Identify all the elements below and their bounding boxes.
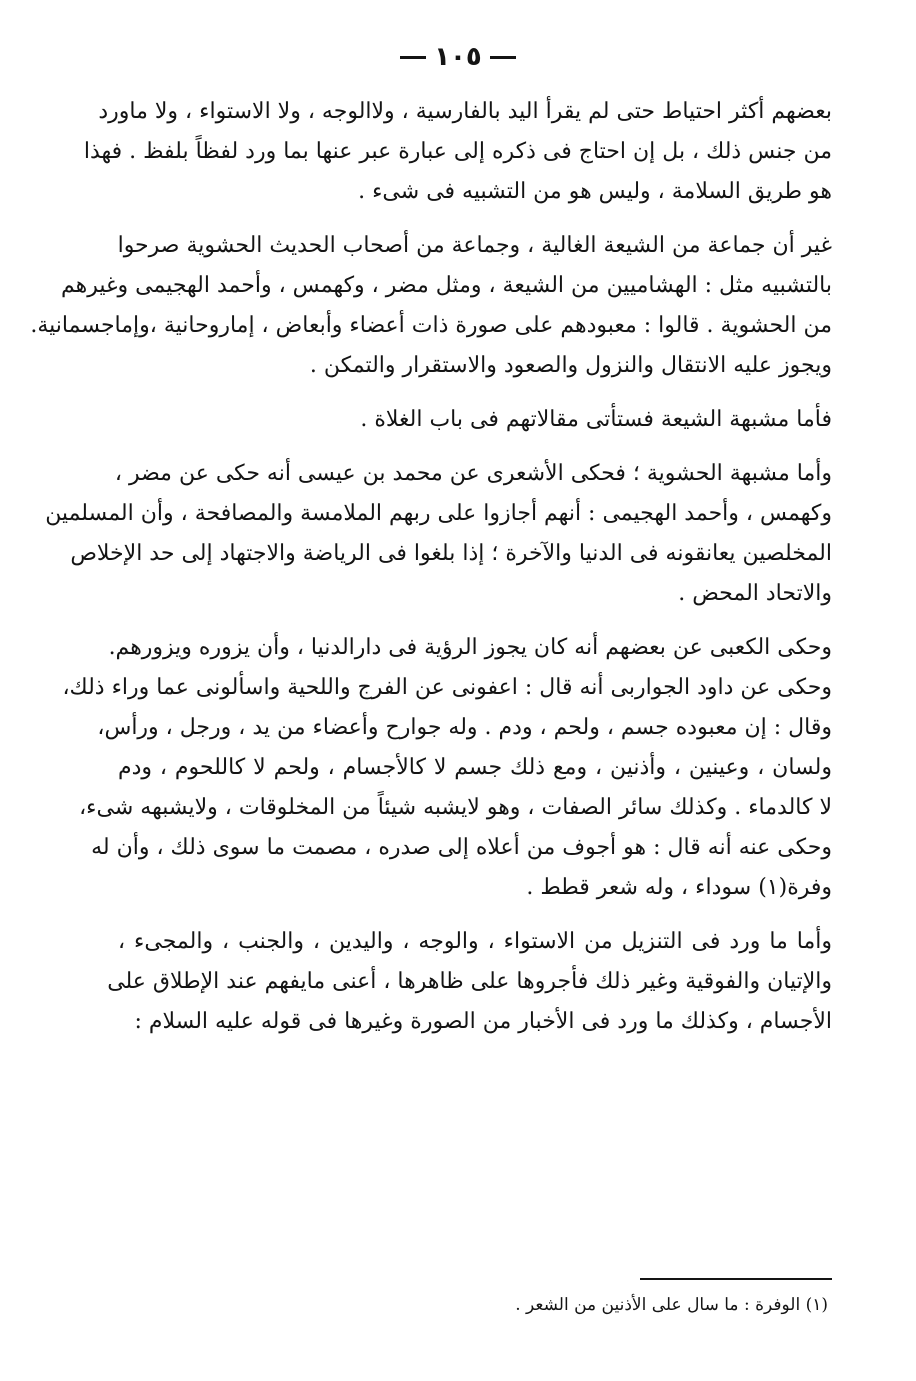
text-line: من جنس ذلك ، بل إن احتاج فى ذكره إلى عبارة عبر عنها بما ورد لفظاً بلفظ . فهذا [83,139,832,164]
footnote-divider [640,1278,832,1280]
paragraph [30,226,832,386]
text-line: الأجسام ، وكذلك ما ورد فى الأخبار من الصورة وغيرها فى قوله عليه السلام : [134,1009,832,1034]
footnote: (١) الوفرة : ما سال على الأذنين من الشعر . [515,1295,828,1315]
paragraph [45,454,832,614]
text-line: ويجوز عليه الانتقال والنزول والصعود والاستقرار والتمكن . [309,353,832,378]
paragraph-gap [118,614,832,628]
text-line: وأما مشبهة الحشوية ؛ فحكى الأشعرى عن محمد بن عيسى أنه حكى عن مضر ، [114,461,832,486]
paragraph [118,400,832,440]
page-number-dash-left [400,56,426,59]
body-text [30,92,832,1042]
text-line: ولسان ، وعينين ، وأذنين ، ومع ذلك جسم لا كالأجسام ، ولحم لا كاللحوم ، ودم [118,755,832,780]
text-line: غير أن جماعة من الشيعة الغالية ، وجماعة من أصحاب الحديث الحشوية صرحوا [117,233,832,258]
page-number-text: ١٠٥ [434,42,482,72]
text-line: من الحشوية . قالوا : معبودهم على صورة ذات أعضاء وأبعاض ، إماروحانية ،وإماجسمانية. [30,313,832,338]
text-line: وحكى الكعبى عن بعضهم أنه كان يجوز الرؤية فى دارالدنيا ، وأن يزوره ويزورهم. [108,635,832,660]
paragraph [83,92,832,212]
text-line: وفرة(١) سوداء ، وله شعر قطط . [526,875,832,900]
text-line: المخلصين يعانقونه فى الدنيا والآخرة ؛ إذا بلغوا فى الرياضة والاجتهاد إلى حد الإخلاص [70,541,832,566]
page-number-dash-right [490,56,516,59]
paragraph-gap [118,386,832,400]
page-number [0,42,916,72]
text-line: والإتيان والفوقية وغير ذلك فأجروها على ظاهرها ، أعنى مايفهم عند الإطلاق على [107,969,832,994]
paragraph-gap [118,908,832,922]
text-line: والاتحاد المحض . [678,581,832,606]
paragraph-gap [118,212,832,226]
paragraph [107,922,832,1042]
text-line: فأما مشبهة الشيعة فستأتى مقالاتهم فى باب الغلاة . [360,407,832,432]
paragraph [62,628,832,908]
text-line: بعضهم أكثر احتياط حتى لم يقرأ اليد بالفارسية ، ولاالوجه ، ولا الاستواء ، ولا ماورد [98,99,832,124]
text-line: بالتشبيه مثل : الهشاميين من الشيعة ، ومثل مضر ، وكهمس ، وأحمد الهجيمى وغيرهم [61,273,832,298]
text-line: وحكى عن داود الجواربى أنه قال : اعفونى عن الفرج واللحية واسألونى عما وراء ذلك، [62,675,832,700]
text-line: وأما ما ورد فى التنزيل من الاستواء ، والوجه ، واليدين ، والجنب ، والمجىء ، [118,929,832,954]
text-line: وكهمس ، وأحمد الهجيمى : أنهم أجازوا على ربهم الملامسة والمصافحة ، وأن المسلمين [45,501,832,526]
text-line: هو طريق السلامة ، وليس هو من التشبيه فى شىء . [358,179,832,204]
text-line: وقال : إن معبوده جسم ، ولحم ، ودم . وله جوارح وأعضاء من يد ، ورجل ، ورأس، [97,715,832,740]
text-line: لا كالدماء . وكذلك سائر الصفات ، وهو لايشبه شيئاً من المخلوقات ، ولايشبهه شىء، [79,795,832,820]
paragraph-gap [118,440,832,454]
text-line: وحكى عنه أنه قال : هو أجوف من أعلاه إلى صدره ، مصمت ما سوى ذلك ، وأن له [91,835,832,860]
